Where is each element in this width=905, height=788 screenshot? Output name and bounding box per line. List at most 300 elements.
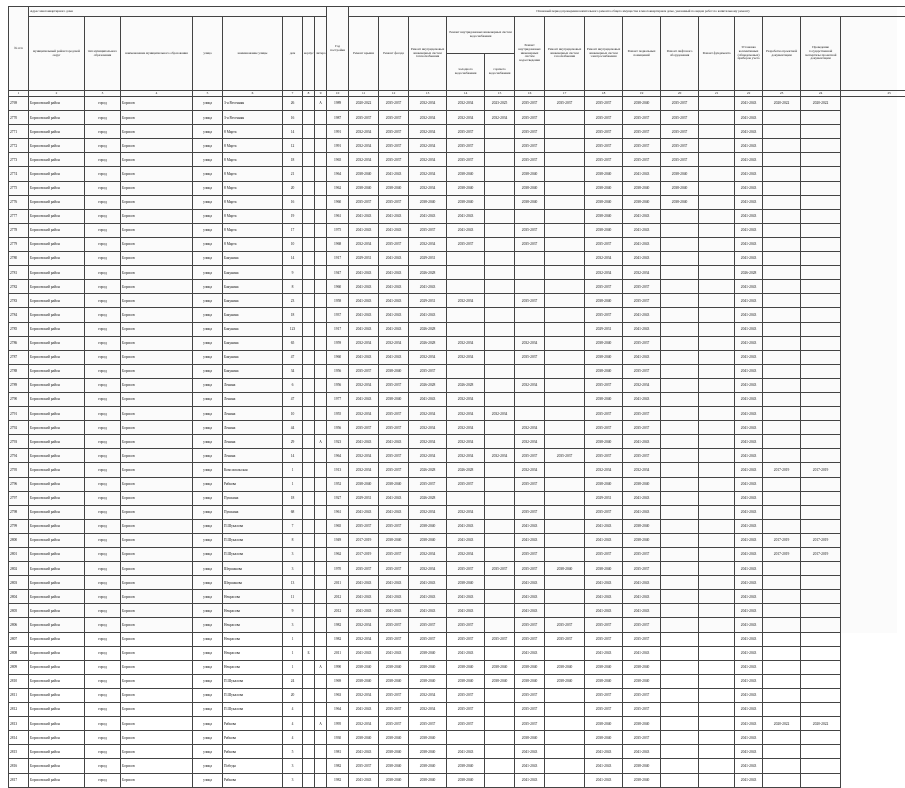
- col-street-type-header: улица: [193, 17, 223, 91]
- street-name-cell: 8 Марта: [223, 139, 283, 153]
- expertise-period-cell: 2017-2019: [801, 463, 841, 477]
- roof-period-cell: 2032-2034: [349, 378, 379, 392]
- street-name-cell: П.Шукалова: [223, 548, 283, 562]
- facade-period-cell: 2038-2040: [379, 773, 409, 787]
- design-period-cell: [763, 562, 801, 576]
- row-number: 2814: [9, 731, 29, 745]
- table-row: [9, 195, 905, 209]
- row-number: 2787: [9, 350, 29, 364]
- heating-period-cell: 2041-2043: [409, 280, 447, 294]
- table-row: [9, 97, 905, 111]
- litera-cell: [315, 322, 327, 336]
- municipality-type-cell: город: [85, 294, 121, 308]
- heating-period-cell: 2032-2034: [409, 153, 447, 167]
- lift-period-cell: 2038-2040: [661, 167, 699, 181]
- street-type-cell: улица: [193, 548, 223, 562]
- house-cell: 18: [283, 491, 303, 505]
- meters-period-cell: 2041-2043: [735, 731, 763, 745]
- sewer-period-cell: 2032-2034: [515, 336, 545, 350]
- electric-period-cell: 2032-2034: [585, 463, 623, 477]
- row-number: 2795: [9, 463, 29, 477]
- row-number: 2799: [9, 519, 29, 533]
- litera-cell: [315, 477, 327, 491]
- facade-period-cell: 2035-2037: [379, 407, 409, 421]
- cold-water-period-cell: [447, 322, 485, 336]
- municipality-name-cell: Борисов: [121, 491, 193, 505]
- electric-period-cell: 2038-2040: [585, 181, 623, 195]
- design-period-cell: 2017-2019: [763, 463, 801, 477]
- street-name-cell: 8 Марта: [223, 223, 283, 237]
- electric-period-cell: 2038-2040: [585, 731, 623, 745]
- street-name-cell: Рябкова: [223, 773, 283, 787]
- table-row: [9, 703, 905, 717]
- year-cell: 1965: [327, 153, 349, 167]
- gas-period-cell: [545, 505, 585, 519]
- roof-period-cell: 2038-2040: [349, 674, 379, 688]
- litera-cell: [315, 646, 327, 660]
- year-cell: 1961: [327, 505, 349, 519]
- sewer-period-cell: 2041-2043: [515, 519, 545, 533]
- table-row: [9, 350, 905, 364]
- column-number-cell: 14: [447, 91, 485, 97]
- street-name-cell: П.Шукалова: [223, 533, 283, 547]
- foundation-period-cell: [699, 477, 735, 491]
- roof-period-cell: 2032-2034: [349, 125, 379, 139]
- lift-period-cell: [661, 773, 699, 787]
- meters-period-cell: 2041-2043: [735, 336, 763, 350]
- year-cell: 1991: [327, 125, 349, 139]
- street-type-cell: улица: [193, 717, 223, 731]
- expertise-period-cell: [801, 590, 841, 604]
- korpus-cell: [303, 308, 315, 322]
- lift-period-cell: [661, 491, 699, 505]
- year-cell: 1913: [327, 463, 349, 477]
- lift-period-cell: [661, 223, 699, 237]
- sewer-period-cell: [515, 252, 545, 266]
- row-number: 2812: [9, 703, 29, 717]
- street-name-cell: Ленина: [223, 421, 283, 435]
- street-name-cell: Рябкова: [223, 731, 283, 745]
- table-row: [9, 505, 905, 519]
- house-cell: 1: [283, 660, 303, 674]
- table-row: [9, 167, 905, 181]
- facade-period-cell: 2038-2040: [379, 745, 409, 759]
- table-row: [9, 125, 905, 139]
- column-number-cell: 25: [841, 91, 905, 97]
- litera-cell: [315, 562, 327, 576]
- table-row: [9, 378, 905, 392]
- gas-period-cell: [545, 576, 585, 590]
- facade-period-cell: 2038-2040: [379, 364, 409, 378]
- roof-period-cell: 2041-2043: [349, 590, 379, 604]
- year-cell: 1962: [327, 548, 349, 562]
- district-cell: Борисовский район: [29, 660, 85, 674]
- sewer-period-cell: 2041-2043: [515, 773, 545, 787]
- sewer-period-cell: 2032-2034: [515, 463, 545, 477]
- roof-period-cell: 2029-2031: [349, 491, 379, 505]
- meters-period-cell: 2041-2043: [735, 604, 763, 618]
- row-number: 2793: [9, 435, 29, 449]
- row-number: 2801: [9, 548, 29, 562]
- sewer-period-cell: 2035-2037: [515, 505, 545, 519]
- facade-period-cell: 2035-2037: [379, 717, 409, 731]
- korpus-cell: [303, 223, 315, 237]
- lift-period-cell: [661, 449, 699, 463]
- lift-period-cell: [661, 646, 699, 660]
- street-type-cell: улица: [193, 195, 223, 209]
- korpus-cell: [303, 153, 315, 167]
- sewer-period-cell: 2035-2037: [515, 688, 545, 702]
- row-number: 2805: [9, 604, 29, 618]
- table-row: [9, 731, 905, 745]
- meters-period-cell: 2041-2043: [735, 125, 763, 139]
- sewer-period-cell: 2038-2040: [515, 195, 545, 209]
- gas-period-cell: [545, 745, 585, 759]
- municipality-type-cell: город: [85, 660, 121, 674]
- lift-period-cell: [661, 618, 699, 632]
- cold-water-period-cell: [447, 252, 485, 266]
- korpus-cell: [303, 674, 315, 688]
- column-number-cell: 21: [699, 91, 735, 97]
- district-cell: Борисовский район: [29, 688, 85, 702]
- year-cell: 1952: [327, 477, 349, 491]
- table-row: [9, 519, 905, 533]
- cold-water-period-cell: 2041-2043: [447, 223, 485, 237]
- expertise-period-cell: [801, 364, 841, 378]
- basement-period-cell: 2041-2043: [623, 308, 661, 322]
- sewer-period-cell: 2041-2043: [515, 745, 545, 759]
- electric-period-cell: 2035-2037: [585, 139, 623, 153]
- meters-period-cell: 2041-2043: [735, 280, 763, 294]
- sewer-period-cell: 2035-2037: [515, 632, 545, 646]
- street-type-cell: улица: [193, 97, 223, 111]
- lift-period-cell: [661, 604, 699, 618]
- facade-period-cell: 2041-2043: [379, 491, 409, 505]
- electric-period-cell: 2038-2040: [585, 660, 623, 674]
- municipality-name-cell: Борисов: [121, 125, 193, 139]
- hot-water-period-cell: [485, 533, 515, 547]
- litera-cell: [315, 308, 327, 322]
- gas-period-cell: [545, 167, 585, 181]
- municipality-name-cell: Борисов: [121, 604, 193, 618]
- municipality-name-cell: Борисов: [121, 294, 193, 308]
- meters-period-cell: 2041-2043: [735, 660, 763, 674]
- municipality-name-cell: Борисов: [121, 378, 193, 392]
- foundation-period-cell: [699, 505, 735, 519]
- electric-period-cell: 2041-2043: [585, 646, 623, 660]
- heating-period-cell: 2032-2034: [409, 703, 447, 717]
- house-cell: 10: [283, 407, 303, 421]
- sewer-period-cell: 2041-2043: [515, 759, 545, 773]
- street-type-cell: улица: [193, 632, 223, 646]
- litera-cell: А: [315, 97, 327, 111]
- row-number: 2811: [9, 688, 29, 702]
- sewer-period-cell: [515, 322, 545, 336]
- design-period-cell: [763, 125, 801, 139]
- cold-water-period-cell: 2032-2034: [447, 435, 485, 449]
- foundation-period-cell: [699, 407, 735, 421]
- street-name-cell: Ленина: [223, 407, 283, 421]
- cold-water-period-cell: 2035-2037: [447, 688, 485, 702]
- korpus-cell: [303, 477, 315, 491]
- facade-period-cell: 2038-2040: [379, 674, 409, 688]
- house-cell: 44: [283, 421, 303, 435]
- house-cell: 29: [283, 435, 303, 449]
- house-cell: 4: [283, 717, 303, 731]
- design-period-cell: [763, 237, 801, 251]
- street-type-cell: улица: [193, 223, 223, 237]
- heating-period-cell: 2035-2037: [409, 618, 447, 632]
- lift-period-cell: [661, 435, 699, 449]
- expertise-period-cell: [801, 125, 841, 139]
- foundation-period-cell: [699, 548, 735, 562]
- foundation-period-cell: [699, 674, 735, 688]
- cold-water-period-cell: 2032-2034: [447, 449, 485, 463]
- expertise-period-cell: [801, 223, 841, 237]
- expertise-period-cell: 2020-2022: [801, 97, 841, 111]
- row-number: 2776: [9, 195, 29, 209]
- hot-water-period-cell: [485, 252, 515, 266]
- basement-period-cell: 2038-2040: [623, 717, 661, 731]
- expertise-period-cell: [801, 266, 841, 280]
- sewer-period-cell: 2035-2037: [515, 97, 545, 111]
- korpus-cell: [303, 688, 315, 702]
- municipality-type-cell: город: [85, 674, 121, 688]
- municipality-name-cell: Борисов: [121, 576, 193, 590]
- facade-period-cell: 2041-2043: [379, 209, 409, 223]
- design-period-cell: 2017-2019: [763, 548, 801, 562]
- municipality-type-cell: город: [85, 266, 121, 280]
- meters-period-cell: 2041-2043: [735, 562, 763, 576]
- korpus-cell: [303, 421, 315, 435]
- basement-period-cell: 2038-2040: [623, 195, 661, 209]
- lift-period-cell: 2035-2037: [661, 111, 699, 125]
- roof-period-cell: 2041-2043: [349, 505, 379, 519]
- street-type-cell: улица: [193, 435, 223, 449]
- municipality-type-cell: город: [85, 209, 121, 223]
- district-cell: Борисовский район: [29, 435, 85, 449]
- lift-period-cell: [661, 590, 699, 604]
- litera-cell: [315, 223, 327, 237]
- house-cell: 16: [283, 195, 303, 209]
- lift-period-cell: [661, 407, 699, 421]
- litera-cell: [315, 632, 327, 646]
- litera-cell: [315, 731, 327, 745]
- heating-period-cell: 2032-2034: [409, 181, 447, 195]
- litera-cell: [315, 139, 327, 153]
- municipality-type-cell: город: [85, 308, 121, 322]
- foundation-period-cell: [699, 181, 735, 195]
- district-cell: Борисовский район: [29, 181, 85, 195]
- heating-period-cell: 2038-2040: [409, 519, 447, 533]
- district-cell: Борисовский район: [29, 237, 85, 251]
- heating-period-cell: 2026-2028: [409, 378, 447, 392]
- hot-water-period-cell: [485, 195, 515, 209]
- municipality-type-cell: город: [85, 223, 121, 237]
- house-cell: 13: [283, 576, 303, 590]
- korpus-cell: Б: [303, 646, 315, 660]
- cold-water-period-cell: 2032-2034: [447, 350, 485, 364]
- gas-period-cell: [545, 223, 585, 237]
- table-row: [9, 660, 905, 674]
- gas-period-cell: [545, 308, 585, 322]
- korpus-cell: [303, 167, 315, 181]
- foundation-period-cell: [699, 604, 735, 618]
- street-type-cell: улица: [193, 463, 223, 477]
- year-cell: 1960: [327, 350, 349, 364]
- municipality-name-cell: Борисов: [121, 505, 193, 519]
- expertise-period-cell: [801, 322, 841, 336]
- meters-period-cell: 2041-2043: [735, 209, 763, 223]
- col-meters-header: Установка коллективных (общедомовых) приборов учета: [735, 17, 763, 91]
- row-number: 2804: [9, 590, 29, 604]
- expertise-period-cell: [801, 660, 841, 674]
- expertise-period-cell: [801, 294, 841, 308]
- sewer-period-cell: 2035-2037: [515, 562, 545, 576]
- foundation-period-cell: [699, 167, 735, 181]
- gas-period-cell: [545, 209, 585, 223]
- heating-period-cell: 2032-2034: [409, 505, 447, 519]
- design-period-cell: [763, 421, 801, 435]
- year-cell: 1956: [327, 378, 349, 392]
- row-number: 2783: [9, 294, 29, 308]
- lift-period-cell: [661, 378, 699, 392]
- table-row: [9, 435, 905, 449]
- cold-water-period-cell: 2038-2040: [447, 660, 485, 674]
- year-cell: 1989: [327, 97, 349, 111]
- meters-period-cell: 2041-2043: [735, 223, 763, 237]
- street-name-cell: П.Шукалова: [223, 674, 283, 688]
- column-number-cell: 18: [585, 91, 623, 97]
- row-number: 2775: [9, 181, 29, 195]
- municipality-type-cell: город: [85, 463, 121, 477]
- municipality-type-cell: город: [85, 350, 121, 364]
- meters-period-cell: 2041-2043: [735, 407, 763, 421]
- roof-period-cell: 2017-2019: [349, 533, 379, 547]
- municipality-name-cell: Борисов: [121, 703, 193, 717]
- municipality-name-cell: Борисов: [121, 421, 193, 435]
- gas-period-cell: [545, 336, 585, 350]
- basement-period-cell: 2035-2037: [623, 688, 661, 702]
- hot-water-period-cell: [485, 308, 515, 322]
- expertise-period-cell: [801, 688, 841, 702]
- sewer-period-cell: [515, 364, 545, 378]
- hot-water-period-cell: [485, 731, 515, 745]
- table-row: [9, 252, 905, 266]
- cold-water-period-cell: 2026-2028: [447, 378, 485, 392]
- municipality-type-cell: город: [85, 421, 121, 435]
- hot-water-period-cell: 2035-2037: [485, 562, 515, 576]
- gas-period-cell: [545, 392, 585, 406]
- municipality-type-cell: город: [85, 97, 121, 111]
- house-cell: 26: [283, 97, 303, 111]
- sewer-period-cell: 2035-2037: [515, 111, 545, 125]
- cold-water-period-cell: 2032-2034: [447, 111, 485, 125]
- foundation-period-cell: [699, 294, 735, 308]
- expertise-period-cell: [801, 646, 841, 660]
- design-period-cell: [763, 590, 801, 604]
- gas-period-cell: [545, 703, 585, 717]
- hot-water-period-cell: 2038-2040: [485, 660, 515, 674]
- sewer-period-cell: 2041-2043: [515, 533, 545, 547]
- house-cell: 1: [283, 632, 303, 646]
- street-type-cell: улица: [193, 266, 223, 280]
- municipality-name-cell: Борисов: [121, 350, 193, 364]
- hot-water-period-cell: [485, 548, 515, 562]
- lift-period-cell: 2038-2040: [661, 195, 699, 209]
- street-name-cell: П.Шукалова: [223, 519, 283, 533]
- sewer-period-cell: 2038-2040: [515, 674, 545, 688]
- street-type-cell: улица: [193, 759, 223, 773]
- district-cell: Борисовский район: [29, 153, 85, 167]
- heating-period-cell: 2035-2037: [409, 364, 447, 378]
- street-type-cell: улица: [193, 519, 223, 533]
- column-number-cell: 13: [409, 91, 447, 97]
- street-type-cell: улица: [193, 646, 223, 660]
- municipality-type-cell: город: [85, 759, 121, 773]
- foundation-period-cell: [699, 336, 735, 350]
- electric-period-cell: 2029-2031: [585, 491, 623, 505]
- electric-period-cell: 2035-2037: [585, 237, 623, 251]
- cold-water-period-cell: 2035-2037: [447, 632, 485, 646]
- hot-water-period-cell: [485, 519, 515, 533]
- meters-period-cell: 2041-2043: [735, 111, 763, 125]
- heating-period-cell: 2029-2031: [409, 294, 447, 308]
- heating-period-cell: 2038-2040: [409, 745, 447, 759]
- capital-repair-table: [8, 6, 905, 788]
- basement-period-cell: 2041-2043: [623, 435, 661, 449]
- document-sheet: [8, 6, 897, 633]
- cold-water-period-cell: 2026-2028: [447, 463, 485, 477]
- municipality-type-cell: город: [85, 576, 121, 590]
- litera-cell: [315, 252, 327, 266]
- heating-period-cell: 2035-2037: [409, 632, 447, 646]
- house-cell: 7: [283, 519, 303, 533]
- table-row: [9, 421, 905, 435]
- row-number: 2815: [9, 745, 29, 759]
- hot-water-period-cell: [485, 688, 515, 702]
- electric-period-cell: 2041-2043: [585, 604, 623, 618]
- design-period-cell: [763, 576, 801, 590]
- electric-period-cell: 2035-2037: [585, 308, 623, 322]
- meters-period-cell: 2041-2043: [735, 463, 763, 477]
- foundation-period-cell: [699, 209, 735, 223]
- cold-water-period-cell: 2035-2037: [447, 139, 485, 153]
- roof-period-cell: 2035-2037: [349, 562, 379, 576]
- municipality-name-cell: Борисов: [121, 111, 193, 125]
- street-type-cell: улица: [193, 378, 223, 392]
- hot-water-period-cell: [485, 759, 515, 773]
- gas-period-cell: [545, 590, 585, 604]
- municipality-name-cell: Борисов: [121, 618, 193, 632]
- cold-water-period-cell: [447, 731, 485, 745]
- litera-cell: [315, 463, 327, 477]
- district-cell: Борисовский район: [29, 717, 85, 731]
- hot-water-period-cell: [485, 139, 515, 153]
- sewer-period-cell: [515, 392, 545, 406]
- foundation-period-cell: [699, 237, 735, 251]
- electric-period-cell: 2035-2037: [585, 280, 623, 294]
- roof-period-cell: 2032-2034: [349, 717, 379, 731]
- lift-period-cell: [661, 209, 699, 223]
- street-name-cell: 8 Марта: [223, 237, 283, 251]
- expertise-period-cell: [801, 618, 841, 632]
- gas-period-cell: [545, 139, 585, 153]
- column-number-cell: 17: [545, 91, 585, 97]
- roof-period-cell: 2041-2043: [349, 209, 379, 223]
- litera-cell: [315, 153, 327, 167]
- meters-period-cell: 2041-2043: [735, 237, 763, 251]
